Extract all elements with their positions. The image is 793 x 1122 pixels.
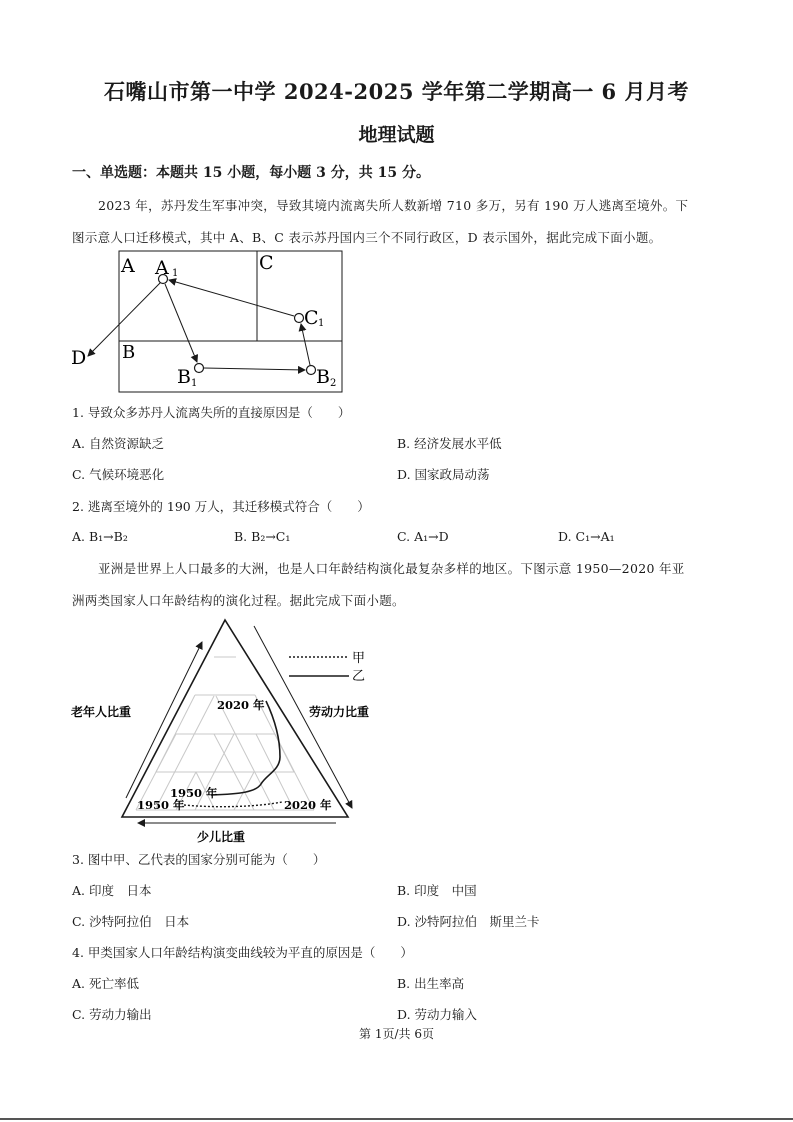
label-yi-2020: 2020 年 xyxy=(217,698,265,712)
q4-option-a[interactable]: A. 死亡率低 xyxy=(72,976,139,991)
arrow-a1-b1 xyxy=(165,284,197,362)
page-bottom-rule xyxy=(0,1118,793,1120)
exam-title: 石嘴山市第一中学 2024-2025 学年第二学期高一 6 月月考 xyxy=(104,79,689,104)
label-jia-1950: 1950 年 xyxy=(137,798,185,812)
q4-option-d[interactable]: D. 劳动力输入 xyxy=(397,1007,478,1022)
node-b2 xyxy=(307,366,316,375)
region-d-label: D xyxy=(71,347,87,369)
arrow-b2-c1 xyxy=(301,324,310,365)
region-c-label: C xyxy=(259,252,274,274)
q1-option-d[interactable]: D. 国家政局动荡 xyxy=(397,467,490,482)
label-jia-2020: 2020 年 xyxy=(284,798,332,812)
q1-option-a[interactable]: A. 自然资源缺乏 xyxy=(72,436,164,451)
node-c1 xyxy=(295,314,304,323)
q4-option-b[interactable]: B. 出生率高 xyxy=(397,976,465,991)
arrow-elderly xyxy=(126,642,202,798)
label-labor: 劳动力比重 xyxy=(309,705,370,719)
label-elderly: 老年人比重 xyxy=(71,705,132,719)
q3-option-b[interactable]: B. 印度 中国 xyxy=(397,883,477,898)
region-a-label: A xyxy=(121,255,135,277)
q2-option-b[interactable]: B. B₂→C₁ xyxy=(234,529,291,544)
node-b1-label: B xyxy=(177,366,191,388)
q4-stem: 4. 甲类国家人口年龄结构演变曲线较为平直的原因是（ ） xyxy=(72,945,413,960)
ternary-grid xyxy=(136,657,314,810)
node-b1 xyxy=(195,364,204,373)
q3-option-a[interactable]: A. 印度 日本 xyxy=(72,883,152,898)
arrow-b1-b2 xyxy=(204,368,305,370)
arrow-c1-a1 xyxy=(169,280,294,316)
node-a1-label: A xyxy=(155,257,169,279)
passage2-line2: 洲两类国家人口年龄结构的演化过程。据此完成下面小题。 xyxy=(72,593,405,608)
age-structure-diagram xyxy=(66,612,386,852)
passage1-line2: 图示意人口迁移模式，其中 A、B、C 表示苏丹国内三个不同行政区，D 表示国外，据此完成下面小题。 xyxy=(72,230,662,245)
node-b2-sub: 2 xyxy=(330,378,337,389)
q3-option-c[interactable]: C. 沙特阿拉伯 日本 xyxy=(72,914,190,929)
legend-yi-label: 乙 xyxy=(352,669,366,684)
q2-option-c[interactable]: C. A₁→D xyxy=(397,529,449,544)
node-c1-label: C xyxy=(304,307,319,329)
q4-option-c[interactable]: C. 劳动力输出 xyxy=(72,1007,152,1022)
label-children: 少儿比重 xyxy=(197,830,246,844)
node-b2-label: B xyxy=(316,366,330,388)
passage1-line1: 2023 年，苏丹发生军事冲突，导致其境内流离失所人数新增 710 多万，另有 190 万人逃离至境外。下 xyxy=(98,198,689,213)
q2-stem: 2. 逃离至境外的 190 万人，其迁移模式符合（ ） xyxy=(72,499,370,514)
legend-jia-label: 甲 xyxy=(352,651,366,666)
node-b1-sub: 1 xyxy=(191,378,198,389)
region-b-label: B xyxy=(122,342,136,363)
label-yi-1950: 1950 年 xyxy=(170,786,218,800)
q3-stem: 3. 图中甲、乙代表的国家分别可能为（ ） xyxy=(72,852,326,867)
node-c1-sub: 1 xyxy=(318,318,325,329)
q2-option-d[interactable]: D. C₁→A₁ xyxy=(558,529,615,544)
migration-diagram xyxy=(66,246,366,396)
passage2-line1: 亚洲是世界上人口最多的大洲，也是人口年龄结构演化最复杂多样的地区。下图示意 1950—2020 年亚 xyxy=(98,561,685,576)
q1-option-b[interactable]: B. 经济发展水平低 xyxy=(397,436,502,451)
section-heading: 一、单选题：本题共 15 小题，每小题 3 分，共 15 分。 xyxy=(72,165,430,181)
q2-option-a[interactable]: A. B₁→B₂ xyxy=(72,529,128,544)
q1-option-c[interactable]: C. 气候环境恶化 xyxy=(72,467,165,482)
node-a1-sub: 1 xyxy=(172,268,179,279)
exam-subtitle: 地理试题 xyxy=(358,124,435,146)
page-number: 第 1页/共 6页 xyxy=(359,1027,434,1041)
q3-option-d[interactable]: D. 沙特阿拉伯 斯里兰卡 xyxy=(397,914,540,929)
q1-stem: 1. 导致众多苏丹人流离失所的直接原因是（ ） xyxy=(72,405,351,420)
